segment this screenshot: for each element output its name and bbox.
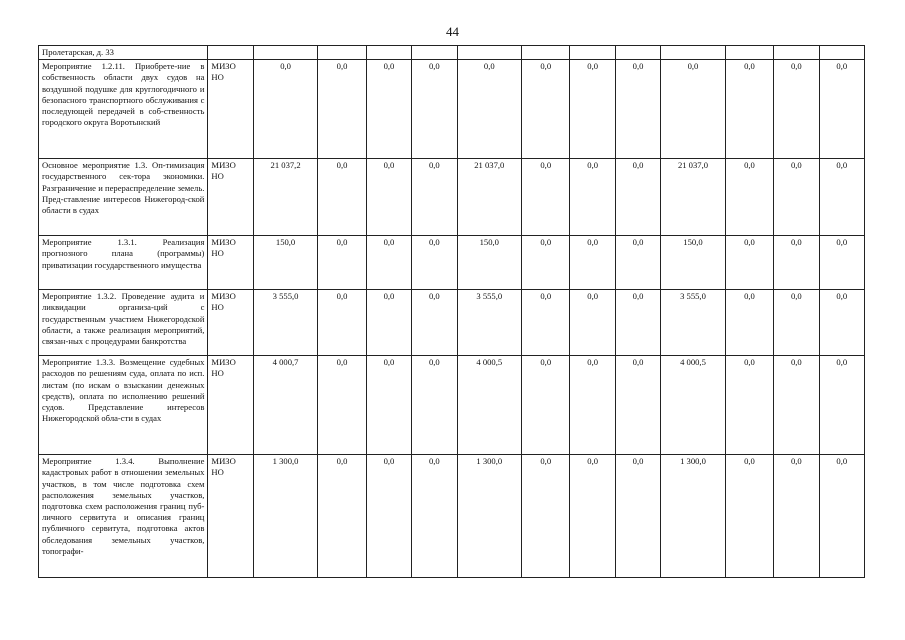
- table-row: [39, 455, 865, 578]
- value-cell: 0,0: [366, 60, 411, 159]
- executor: МИЗО НО: [208, 356, 253, 455]
- value-cell: 3 555,0: [457, 290, 522, 356]
- value-cell: 1 300,0: [457, 455, 522, 578]
- value-cell: 0,0: [774, 159, 819, 236]
- value-cell: 21 037,0: [457, 159, 522, 236]
- value-cell: 150,0: [661, 236, 726, 290]
- value-cell: 0,0: [615, 290, 660, 356]
- value-cell: 0,0: [412, 455, 457, 578]
- value-cell: 0,0: [819, 236, 864, 290]
- table-row: [39, 60, 865, 159]
- top-row-text: Пролетарская, д. 33: [39, 46, 208, 60]
- value-cell: 0,0: [615, 236, 660, 290]
- value-cell: 0,0: [819, 290, 864, 356]
- table-row: [39, 236, 865, 290]
- value-cell: 0,0: [412, 290, 457, 356]
- value-cell: 0,0: [725, 236, 773, 290]
- value-cell: 4 000,5: [661, 356, 726, 455]
- value-cell: 0,0: [774, 60, 819, 159]
- value-cell: 0,0: [774, 236, 819, 290]
- value-cell: 0,0: [522, 159, 570, 236]
- value-cell: 0,0: [457, 60, 522, 159]
- executor: МИЗО НО: [208, 236, 253, 290]
- value-cell: 150,0: [457, 236, 522, 290]
- value-cell: 0,0: [725, 159, 773, 236]
- measure-name: Мероприятие 1.3.2. Проведение аудита и ликвидации организа-ций с государственным участием Нижегородской области, а также реализация мероприятий, связан-ных с процедурами банкротства: [39, 290, 208, 356]
- value-cell: 0,0: [615, 356, 660, 455]
- value-cell: 1 300,0: [253, 455, 318, 578]
- value-cell: 21 037,0: [661, 159, 726, 236]
- value-cell: 0,0: [819, 455, 864, 578]
- measure-name: Мероприятие 1.2.11. Приобрете-ние в собственность области двух судов на воздушной подушке для круглогодичного и безопасного транспортного обслуживания с последующей передачей в соб-ственность городского округа Воротынский: [39, 60, 208, 159]
- value-cell: 4 000,5: [457, 356, 522, 455]
- value-cell: 0,0: [615, 159, 660, 236]
- value-cell: 0,0: [366, 290, 411, 356]
- value-cell: 1 300,0: [661, 455, 726, 578]
- value-cell: 0,0: [725, 60, 773, 159]
- value-cell: 0,0: [318, 455, 366, 578]
- value-cell: 0,0: [253, 60, 318, 159]
- executor: МИЗО НО: [208, 159, 253, 236]
- table-row: [39, 46, 865, 60]
- value-cell: 0,0: [661, 60, 726, 159]
- value-cell: 0,0: [412, 236, 457, 290]
- value-cell: 0,0: [570, 236, 615, 290]
- executor: МИЗО НО: [208, 455, 253, 578]
- executor: МИЗО НО: [208, 60, 253, 159]
- value-cell: 0,0: [615, 60, 660, 159]
- value-cell: 0,0: [318, 290, 366, 356]
- value-cell: 0,0: [366, 356, 411, 455]
- value-cell: 0,0: [570, 290, 615, 356]
- value-cell: 0,0: [570, 159, 615, 236]
- value-cell: 0,0: [570, 455, 615, 578]
- value-cell: 0,0: [522, 356, 570, 455]
- value-cell: 0,0: [774, 356, 819, 455]
- value-cell: 0,0: [819, 60, 864, 159]
- value-cell: 0,0: [725, 356, 773, 455]
- executor: МИЗО НО: [208, 290, 253, 356]
- value-cell: 150,0: [253, 236, 318, 290]
- value-cell: 0,0: [774, 455, 819, 578]
- value-cell: 4 000,7: [253, 356, 318, 455]
- value-cell: 0,0: [412, 159, 457, 236]
- value-cell: 0,0: [570, 60, 615, 159]
- value-cell: 0,0: [318, 159, 366, 236]
- budget-table: [38, 45, 865, 578]
- value-cell: 0,0: [819, 159, 864, 236]
- value-cell: 0,0: [318, 60, 366, 159]
- value-cell: 0,0: [366, 455, 411, 578]
- value-cell: 0,0: [522, 455, 570, 578]
- value-cell: 0,0: [522, 236, 570, 290]
- value-cell: 0,0: [366, 236, 411, 290]
- value-cell: 0,0: [318, 236, 366, 290]
- table-row: [39, 290, 865, 356]
- value-cell: 0,0: [774, 290, 819, 356]
- value-cell: 0,0: [725, 290, 773, 356]
- value-cell: 0,0: [366, 159, 411, 236]
- value-cell: 0,0: [522, 60, 570, 159]
- value-cell: 0,0: [412, 356, 457, 455]
- value-cell: 0,0: [522, 290, 570, 356]
- value-cell: 0,0: [725, 455, 773, 578]
- value-cell: 0,0: [570, 356, 615, 455]
- value-cell: 0,0: [412, 60, 457, 159]
- value-cell: 21 037,2: [253, 159, 318, 236]
- measure-name: Мероприятие 1.3.3. Возмещение судебных расходов по решениям суда, оплата по исп. листам (по искам о взыскании денежных средств), оплата по исполнению решений судов. Представление интересов Нижегородской обла-сти в судах: [39, 356, 208, 455]
- value-cell: 3 555,0: [253, 290, 318, 356]
- page-number: 44: [446, 24, 459, 39]
- measure-name: Мероприятие 1.3.4. Выполнение кадастровых работ в отношении земельных участков, в том числе подготовка схем расположения земельных участков, подготовка схем расположения границ пуб-личного сервитута и описания границ публичного сервитута, подготовка актов обследования земельных участков, топографи-: [39, 455, 208, 578]
- value-cell: 0,0: [615, 455, 660, 578]
- value-cell: 0,0: [819, 356, 864, 455]
- measure-name: Мероприятие 1.3.1. Реализация прогнозного плана (программы) приватизации государственного имущества: [39, 236, 208, 290]
- value-cell: 3 555,0: [661, 290, 726, 356]
- table-row: [39, 159, 865, 236]
- value-cell: 0,0: [318, 356, 366, 455]
- measure-name: Основное мероприятие 1.3. Оп-тимизация государственного сек-тора экономики. Разграничение и перераспределение земель. Пред-ставление интересов Нижегород-ской области в судах: [39, 159, 208, 236]
- table-row: [39, 356, 865, 455]
